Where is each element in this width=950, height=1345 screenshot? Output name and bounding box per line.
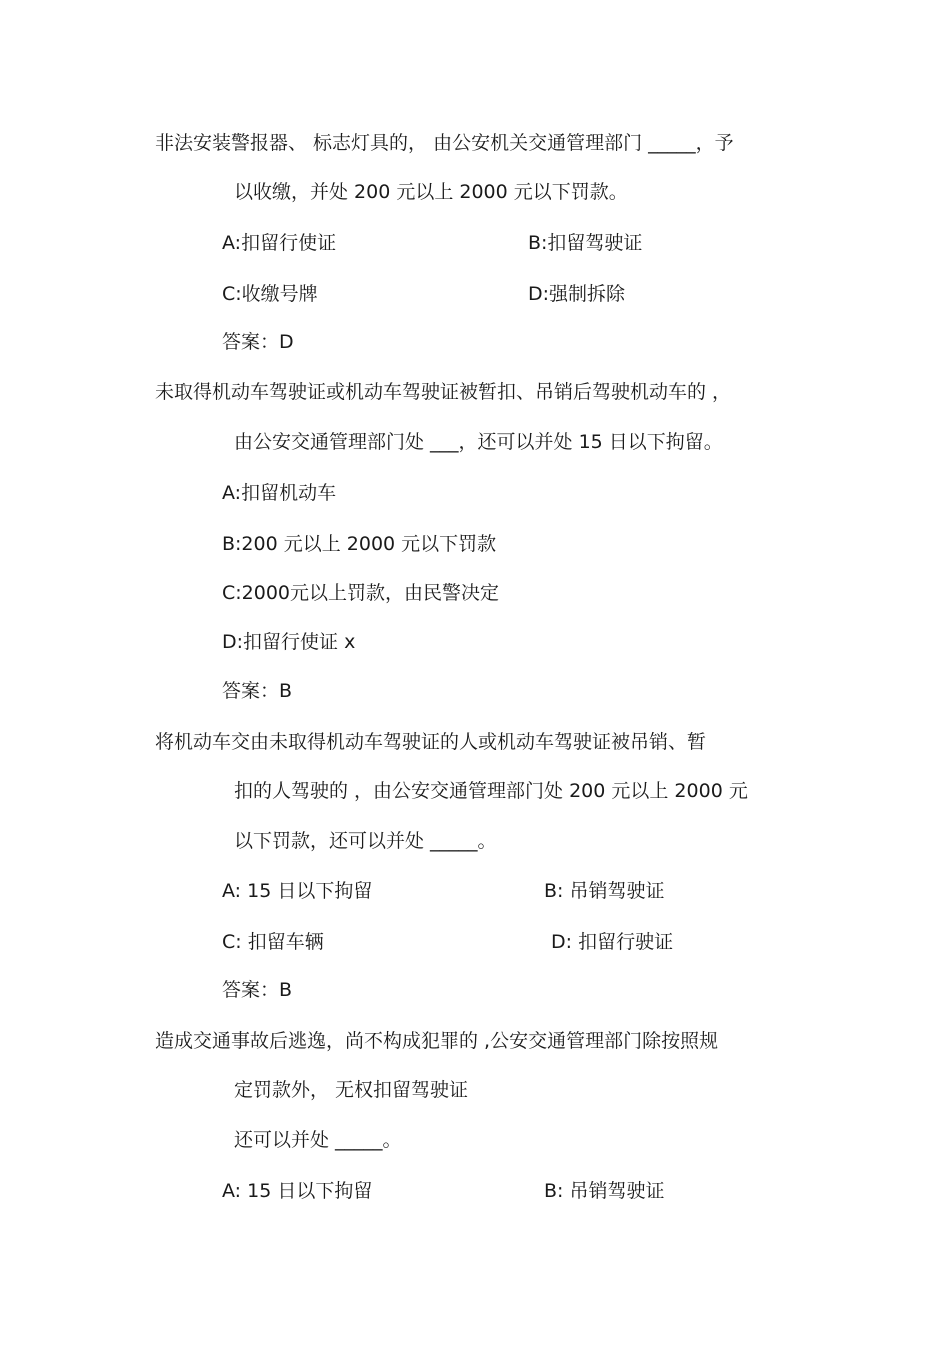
question-2-line-1: 未取得机动车驾驶证或机动车驾驶证被暂扣、吊销后驾驶机动车的 ，	[155, 381, 732, 403]
question-2-option-b: B:200 元以上 2000 元以下罚款	[222, 533, 497, 555]
question-3-answer: 答案：B	[222, 979, 293, 1001]
question-1-line-2: 以收缴，并处 200 元以上 2000 元以下罚款。	[234, 181, 628, 203]
question-2-answer: 答案：B	[222, 680, 293, 702]
question-2-option-c: C:2000元以上罚款，由民警决定	[222, 582, 500, 604]
question-4-line-1: 造成交通事故后逃逸，尚不构成犯罪的 ,公安交通管理部门除按照规	[155, 1030, 719, 1052]
question-2-option-d: D:扣留行使证 x	[222, 631, 356, 653]
question-4-line-3: 还可以并处 _____。	[234, 1129, 402, 1151]
question-1-answer: 答案：D	[222, 331, 294, 353]
question-1-option-d: D:强制拆除	[528, 283, 626, 305]
question-3-option-a: A: 15 日以下拘留	[222, 880, 373, 902]
question-3-line-3: 以下罚款，还可以并处 _____。	[234, 830, 497, 852]
question-3-line-1: 将机动车交由未取得机动车驾驶证的人或机动车驾驶证被吊销、暂	[155, 731, 707, 753]
question-3-line-2: 扣的人驾驶的 ，由公安交通管理部门处 200 元以上 2000 元	[234, 780, 748, 802]
question-1-option-b: B:扣留驾驶证	[528, 232, 643, 254]
question-1-option-c: C:收缴号牌	[222, 283, 318, 305]
question-2-option-a: A:扣留机动车	[222, 482, 337, 504]
question-4-line-2: 定罚款外， 无权扣留驾驶证	[234, 1079, 469, 1101]
question-2-line-2: 由公安交通管理部门处 ___，还可以并处 15 日以下拘留。	[234, 431, 723, 453]
question-4-option-b: B: 吊销驾驶证	[544, 1180, 665, 1202]
question-4-option-a: A: 15 日以下拘留	[222, 1180, 373, 1202]
question-1-option-a: A:扣留行使证	[222, 232, 337, 254]
question-1-line-1: 非法安装警报器、 标志灯具的， 由公安机关交通管理部门 _____，予	[155, 132, 734, 154]
question-3-option-c: C: 扣留车辆	[222, 931, 324, 953]
question-3-option-d: D: 扣留行驶证	[551, 931, 674, 953]
question-3-option-b: B: 吊销驾驶证	[544, 880, 665, 902]
